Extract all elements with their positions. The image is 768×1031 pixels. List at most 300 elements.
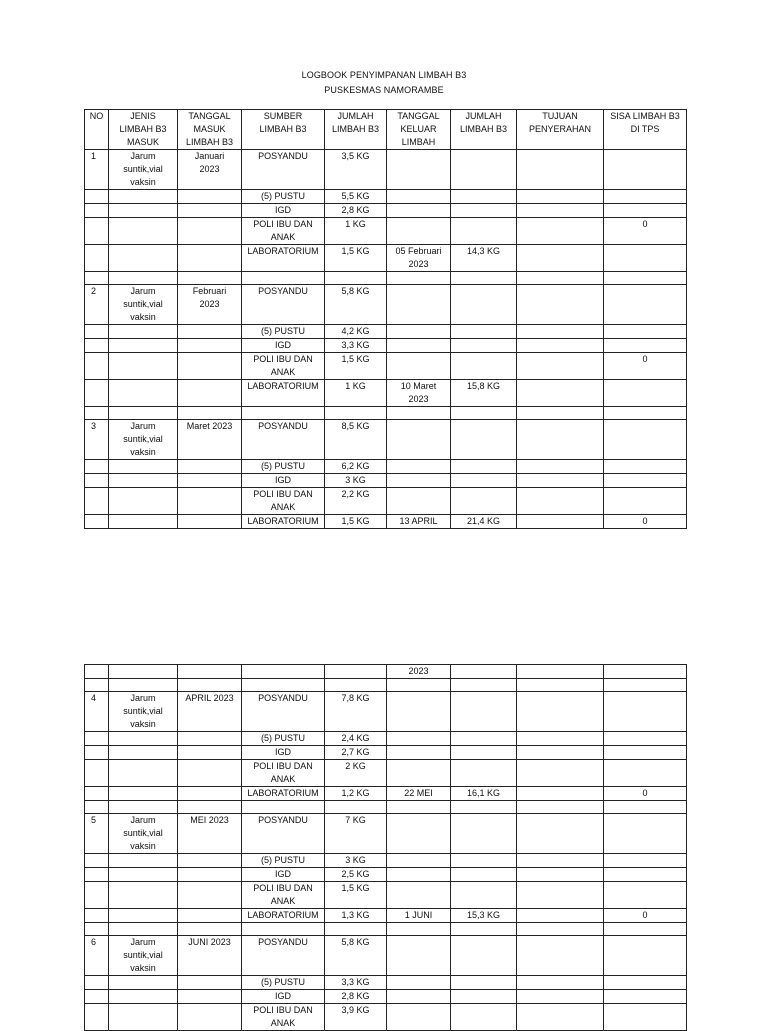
header-jumlah-masuk: JUMLAH LIMBAH B3 xyxy=(325,110,387,150)
cell-tujuan-penyerahan xyxy=(517,882,604,909)
header-jumlah-keluar: JUMLAH LIMBAH B3 xyxy=(451,110,517,150)
cell-tanggal-masuk xyxy=(178,746,242,760)
cell-jumlah-masuk: 3,3 KG xyxy=(325,339,387,353)
cell-tanggal-keluar xyxy=(387,407,451,420)
table-row xyxy=(85,407,687,420)
cell-sumber-limbah: POSYANDU xyxy=(242,285,325,325)
cell-jumlah-keluar: 14,3 KG xyxy=(451,245,517,272)
cell-sisa-limbah xyxy=(604,760,687,787)
table-row xyxy=(85,868,687,882)
cell-jumlah-keluar xyxy=(451,760,517,787)
cell-jumlah-keluar xyxy=(451,460,517,474)
cell-jumlah-masuk xyxy=(325,407,387,420)
cell-tujuan-penyerahan xyxy=(517,150,604,190)
cell-no: 3 xyxy=(85,420,109,460)
cell-jenis-limbah xyxy=(109,1004,178,1031)
cell-jenis-limbah xyxy=(109,760,178,787)
cell-tanggal-masuk: JUNI 2023 xyxy=(178,936,242,976)
cell-tujuan-penyerahan xyxy=(517,515,604,529)
cell-tanggal-keluar: 2023 xyxy=(387,665,451,679)
cell-jenis-limbah xyxy=(109,976,178,990)
cell-tanggal-masuk xyxy=(178,732,242,746)
cell-tanggal-masuk xyxy=(178,325,242,339)
cell-sumber-limbah: IGD xyxy=(242,990,325,1004)
cell-jumlah-masuk: 3 KG xyxy=(325,854,387,868)
header-tanggal-masuk: TANGGAL MASUK LIMBAH B3 xyxy=(178,110,242,150)
cell-tujuan-penyerahan xyxy=(517,679,604,692)
cell-tujuan-penyerahan xyxy=(517,854,604,868)
table-row xyxy=(85,204,687,218)
cell-tujuan-penyerahan xyxy=(517,190,604,204)
cell-jumlah-masuk: 1,3 KG xyxy=(325,909,387,923)
cell-jumlah-masuk xyxy=(325,679,387,692)
cell-no xyxy=(85,474,109,488)
cell-tujuan-penyerahan xyxy=(517,923,604,936)
cell-jenis-limbah xyxy=(109,380,178,407)
cell-jumlah-keluar xyxy=(451,679,517,692)
cell-jumlah-keluar xyxy=(451,814,517,854)
cell-tujuan-penyerahan xyxy=(517,245,604,272)
cell-sumber-limbah xyxy=(242,272,325,285)
cell-jenis-limbah xyxy=(109,218,178,245)
cell-sisa-limbah: 0 xyxy=(604,218,687,245)
cell-jenis-limbah xyxy=(109,460,178,474)
cell-no xyxy=(85,665,109,679)
cell-no xyxy=(85,245,109,272)
cell-jumlah-masuk: 1 KG xyxy=(325,218,387,245)
cell-sumber-limbah: POSYANDU xyxy=(242,814,325,854)
cell-jumlah-masuk: 3,9 KG xyxy=(325,1004,387,1031)
cell-tujuan-penyerahan xyxy=(517,976,604,990)
cell-jumlah-masuk: 5,8 KG xyxy=(325,936,387,976)
cell-jumlah-keluar xyxy=(451,801,517,814)
cell-tanggal-masuk xyxy=(178,760,242,787)
cell-sumber-limbah: POLI IBU DAN ANAK xyxy=(242,760,325,787)
cell-no xyxy=(85,407,109,420)
cell-sumber-limbah: POLI IBU DAN ANAK xyxy=(242,218,325,245)
table-row xyxy=(85,285,687,325)
table-row xyxy=(85,732,687,746)
cell-sisa-limbah xyxy=(604,380,687,407)
cell-sumber-limbah xyxy=(242,679,325,692)
cell-no xyxy=(85,460,109,474)
cell-sumber-limbah: (5) PUSTU xyxy=(242,732,325,746)
table-row xyxy=(85,218,687,245)
cell-sumber-limbah: POLI IBU DAN ANAK xyxy=(242,1004,325,1031)
cell-tanggal-keluar xyxy=(387,976,451,990)
cell-tanggal-masuk xyxy=(178,976,242,990)
cell-tanggal-masuk xyxy=(178,923,242,936)
cell-no xyxy=(85,204,109,218)
cell-tanggal-masuk xyxy=(178,515,242,529)
cell-tanggal-keluar xyxy=(387,732,451,746)
cell-jumlah-keluar xyxy=(451,732,517,746)
cell-sumber-limbah: IGD xyxy=(242,339,325,353)
cell-sisa-limbah: 0 xyxy=(604,515,687,529)
cell-jenis-limbah xyxy=(109,515,178,529)
cell-sisa-limbah xyxy=(604,285,687,325)
cell-no xyxy=(85,488,109,515)
cell-sisa-limbah xyxy=(604,420,687,460)
table-row xyxy=(85,801,687,814)
cell-no xyxy=(85,380,109,407)
cell-tanggal-keluar xyxy=(387,272,451,285)
cell-tanggal-masuk: Februari 2023 xyxy=(178,285,242,325)
cell-jenis-limbah: Jarum suntik,vial vaksin xyxy=(109,692,178,732)
cell-sumber-limbah: (5) PUSTU xyxy=(242,190,325,204)
cell-no xyxy=(85,923,109,936)
cell-tanggal-masuk: APRIL 2023 xyxy=(178,692,242,732)
cell-jumlah-keluar xyxy=(451,272,517,285)
cell-tanggal-keluar xyxy=(387,868,451,882)
cell-sumber-limbah: LABORATORIUM xyxy=(242,909,325,923)
cell-jenis-limbah xyxy=(109,679,178,692)
cell-jumlah-keluar xyxy=(451,353,517,380)
cell-sisa-limbah xyxy=(604,746,687,760)
cell-sisa-limbah xyxy=(604,460,687,474)
cell-jumlah-keluar xyxy=(451,976,517,990)
cell-jumlah-keluar: 21,4 KG xyxy=(451,515,517,529)
cell-sumber-limbah: POLI IBU DAN ANAK xyxy=(242,488,325,515)
header-tujuan-penyerahan: TUJUAN PENYERAHAN xyxy=(517,110,604,150)
cell-sumber-limbah: (5) PUSTU xyxy=(242,460,325,474)
table-row xyxy=(85,353,687,380)
cell-tanggal-masuk xyxy=(178,190,242,204)
cell-no xyxy=(85,190,109,204)
table-row xyxy=(85,814,687,854)
cell-jenis-limbah xyxy=(109,801,178,814)
cell-jenis-limbah xyxy=(109,474,178,488)
cell-jumlah-masuk: 7,8 KG xyxy=(325,692,387,732)
cell-tujuan-penyerahan xyxy=(517,990,604,1004)
cell-jumlah-masuk: 2,4 KG xyxy=(325,732,387,746)
cell-jumlah-keluar xyxy=(451,204,517,218)
cell-sisa-limbah xyxy=(604,936,687,976)
cell-sumber-limbah: LABORATORIUM xyxy=(242,380,325,407)
table-body-2 xyxy=(85,665,687,1031)
table-row xyxy=(85,976,687,990)
cell-tujuan-penyerahan xyxy=(517,285,604,325)
cell-jenis-limbah xyxy=(109,882,178,909)
cell-tanggal-keluar xyxy=(387,325,451,339)
cell-no xyxy=(85,787,109,801)
cell-no: 5 xyxy=(85,814,109,854)
cell-jenis-limbah xyxy=(109,339,178,353)
cell-no: 4 xyxy=(85,692,109,732)
cell-jumlah-keluar xyxy=(451,407,517,420)
header-jenis-limbah: JENIS LIMBAH B3 MASUK xyxy=(109,110,178,150)
cell-tujuan-penyerahan xyxy=(517,339,604,353)
header-tanggal-keluar: TANGGAL KELUAR LIMBAH xyxy=(387,110,451,150)
cell-tujuan-penyerahan xyxy=(517,801,604,814)
cell-jumlah-masuk: 2,7 KG xyxy=(325,746,387,760)
cell-jumlah-masuk: 8,5 KG xyxy=(325,420,387,460)
cell-tanggal-masuk xyxy=(178,353,242,380)
cell-jumlah-keluar xyxy=(451,923,517,936)
cell-tujuan-penyerahan xyxy=(517,218,604,245)
cell-tanggal-masuk xyxy=(178,882,242,909)
cell-tanggal-masuk xyxy=(178,218,242,245)
table-row xyxy=(85,339,687,353)
cell-sumber-limbah: LABORATORIUM xyxy=(242,515,325,529)
cell-no xyxy=(85,746,109,760)
cell-jumlah-keluar xyxy=(451,665,517,679)
cell-no xyxy=(85,515,109,529)
cell-no xyxy=(85,909,109,923)
cell-jumlah-masuk xyxy=(325,801,387,814)
cell-jumlah-masuk xyxy=(325,665,387,679)
cell-tanggal-keluar xyxy=(387,692,451,732)
cell-no xyxy=(85,272,109,285)
cell-jenis-limbah xyxy=(109,909,178,923)
cell-tanggal-masuk: Maret 2023 xyxy=(178,420,242,460)
cell-no xyxy=(85,679,109,692)
cell-sisa-limbah xyxy=(604,245,687,272)
cell-no xyxy=(85,990,109,1004)
header-sisa-limbah: SISA LIMBAH B3 DI TPS xyxy=(604,110,687,150)
cell-sisa-limbah xyxy=(604,801,687,814)
cell-sumber-limbah: IGD xyxy=(242,746,325,760)
cell-jenis-limbah xyxy=(109,245,178,272)
cell-sumber-limbah: (5) PUSTU xyxy=(242,325,325,339)
cell-tanggal-masuk xyxy=(178,665,242,679)
cell-sisa-limbah xyxy=(604,407,687,420)
cell-jumlah-keluar: 15,8 KG xyxy=(451,380,517,407)
cell-jumlah-masuk: 5,8 KG xyxy=(325,285,387,325)
cell-tanggal-keluar xyxy=(387,460,451,474)
cell-jenis-limbah xyxy=(109,204,178,218)
cell-tujuan-penyerahan xyxy=(517,732,604,746)
cell-jumlah-masuk: 3,3 KG xyxy=(325,976,387,990)
cell-sumber-limbah: POLI IBU DAN ANAK xyxy=(242,882,325,909)
cell-tanggal-keluar xyxy=(387,679,451,692)
document-subtitle: PUSKESMAS NAMORAMBE xyxy=(324,85,444,95)
cell-tujuan-penyerahan xyxy=(517,420,604,460)
cell-tujuan-penyerahan xyxy=(517,488,604,515)
cell-jumlah-masuk: 1,2 KG xyxy=(325,787,387,801)
cell-jenis-limbah xyxy=(109,923,178,936)
cell-jumlah-masuk: 7 KG xyxy=(325,814,387,854)
cell-tanggal-keluar xyxy=(387,353,451,380)
cell-jenis-limbah xyxy=(109,854,178,868)
cell-sisa-limbah xyxy=(604,976,687,990)
cell-jumlah-keluar xyxy=(451,868,517,882)
cell-sumber-limbah: (5) PUSTU xyxy=(242,854,325,868)
cell-no xyxy=(85,760,109,787)
table-row xyxy=(85,923,687,936)
cell-sisa-limbah xyxy=(604,868,687,882)
cell-tujuan-penyerahan xyxy=(517,380,604,407)
cell-tanggal-keluar xyxy=(387,990,451,1004)
cell-tanggal-masuk xyxy=(178,204,242,218)
cell-tanggal-masuk xyxy=(178,339,242,353)
cell-sisa-limbah xyxy=(604,1004,687,1031)
cell-tanggal-keluar xyxy=(387,488,451,515)
cell-jumlah-keluar xyxy=(451,190,517,204)
cell-sisa-limbah xyxy=(604,923,687,936)
table-body-1 xyxy=(85,150,687,529)
cell-jumlah-masuk: 1,5 KG xyxy=(325,353,387,380)
cell-jumlah-keluar xyxy=(451,990,517,1004)
table-row xyxy=(85,909,687,923)
cell-sumber-limbah: IGD xyxy=(242,474,325,488)
cell-no xyxy=(85,854,109,868)
header-sumber-limbah: SUMBER LIMBAH B3 xyxy=(242,110,325,150)
table-row xyxy=(85,665,687,679)
cell-jumlah-keluar xyxy=(451,474,517,488)
cell-jumlah-masuk: 2 KG xyxy=(325,760,387,787)
cell-jenis-limbah xyxy=(109,746,178,760)
cell-sisa-limbah xyxy=(604,665,687,679)
cell-no xyxy=(85,218,109,245)
cell-tanggal-keluar xyxy=(387,936,451,976)
table-row xyxy=(85,150,687,190)
table-row xyxy=(85,854,687,868)
cell-sisa-limbah xyxy=(604,692,687,732)
cell-jenis-limbah: Jarum suntik,vial vaksin xyxy=(109,420,178,460)
cell-tanggal-masuk xyxy=(178,854,242,868)
cell-tanggal-keluar xyxy=(387,474,451,488)
table-row xyxy=(85,787,687,801)
cell-sisa-limbah xyxy=(604,732,687,746)
cell-tanggal-keluar xyxy=(387,218,451,245)
cell-sisa-limbah xyxy=(604,272,687,285)
cell-tujuan-penyerahan xyxy=(517,665,604,679)
cell-tujuan-penyerahan xyxy=(517,325,604,339)
cell-tanggal-keluar: 05 Februari 2023 xyxy=(387,245,451,272)
cell-jumlah-keluar xyxy=(451,746,517,760)
cell-tanggal-keluar xyxy=(387,923,451,936)
cell-sumber-limbah: POLI IBU DAN ANAK xyxy=(242,353,325,380)
cell-tanggal-keluar xyxy=(387,150,451,190)
cell-tanggal-keluar xyxy=(387,882,451,909)
cell-tujuan-penyerahan xyxy=(517,407,604,420)
table-row xyxy=(85,474,687,488)
cell-tanggal-masuk xyxy=(178,488,242,515)
cell-jenis-limbah xyxy=(109,732,178,746)
cell-jenis-limbah xyxy=(109,407,178,420)
table-row xyxy=(85,936,687,976)
cell-jumlah-keluar xyxy=(451,420,517,460)
cell-tanggal-keluar xyxy=(387,1004,451,1031)
cell-jumlah-keluar xyxy=(451,882,517,909)
cell-sisa-limbah xyxy=(604,882,687,909)
cell-tujuan-penyerahan xyxy=(517,787,604,801)
table-row xyxy=(85,272,687,285)
cell-jumlah-keluar xyxy=(451,936,517,976)
cell-sisa-limbah xyxy=(604,488,687,515)
cell-sisa-limbah: 0 xyxy=(604,353,687,380)
cell-tanggal-masuk xyxy=(178,679,242,692)
cell-tanggal-keluar xyxy=(387,204,451,218)
cell-tanggal-keluar xyxy=(387,854,451,868)
cell-jumlah-keluar xyxy=(451,285,517,325)
table-row xyxy=(85,990,687,1004)
cell-tujuan-penyerahan xyxy=(517,692,604,732)
cell-no: 1 xyxy=(85,150,109,190)
cell-sumber-limbah xyxy=(242,801,325,814)
cell-tujuan-penyerahan xyxy=(517,936,604,976)
cell-sisa-limbah xyxy=(604,204,687,218)
cell-tanggal-keluar xyxy=(387,746,451,760)
cell-sisa-limbah: 0 xyxy=(604,787,687,801)
cell-sumber-limbah xyxy=(242,407,325,420)
cell-jenis-limbah: Jarum suntik,vial vaksin xyxy=(109,285,178,325)
cell-tanggal-keluar: 13 APRIL xyxy=(387,515,451,529)
cell-tanggal-masuk xyxy=(178,407,242,420)
cell-sisa-limbah xyxy=(604,679,687,692)
cell-sumber-limbah: IGD xyxy=(242,868,325,882)
cell-jenis-limbah xyxy=(109,990,178,1004)
cell-sumber-limbah: LABORATORIUM xyxy=(242,787,325,801)
cell-tanggal-masuk xyxy=(178,909,242,923)
cell-jenis-limbah: Jarum suntik,vial vaksin xyxy=(109,150,178,190)
cell-tanggal-keluar xyxy=(387,339,451,353)
cell-jumlah-keluar xyxy=(451,488,517,515)
logbook-table-page-1 xyxy=(84,109,687,529)
cell-tanggal-masuk xyxy=(178,868,242,882)
cell-jumlah-masuk: 1,5 KG xyxy=(325,245,387,272)
cell-tanggal-keluar xyxy=(387,285,451,325)
cell-sisa-limbah: 0 xyxy=(604,909,687,923)
cell-sumber-limbah: POSYANDU xyxy=(242,150,325,190)
cell-jumlah-masuk: 3 KG xyxy=(325,474,387,488)
cell-no xyxy=(85,976,109,990)
cell-jenis-limbah xyxy=(109,665,178,679)
cell-tanggal-keluar: 1 JUNI xyxy=(387,909,451,923)
cell-sumber-limbah: POSYANDU xyxy=(242,420,325,460)
table-row xyxy=(85,679,687,692)
table-row xyxy=(85,325,687,339)
cell-no xyxy=(85,1004,109,1031)
cell-tanggal-masuk xyxy=(178,460,242,474)
table-row xyxy=(85,515,687,529)
cell-tanggal-keluar xyxy=(387,760,451,787)
cell-jenis-limbah xyxy=(109,325,178,339)
cell-jumlah-masuk: 1,5 KG xyxy=(325,515,387,529)
cell-no xyxy=(85,339,109,353)
document-title: LOGBOOK PENYIMPANAN LIMBAH B3 xyxy=(301,70,467,80)
cell-tanggal-keluar: 10 Maret 2023 xyxy=(387,380,451,407)
cell-jenis-limbah xyxy=(109,353,178,380)
cell-jumlah-masuk: 2,5 KG xyxy=(325,868,387,882)
cell-jumlah-masuk: 3,5 KG xyxy=(325,150,387,190)
cell-jenis-limbah xyxy=(109,190,178,204)
table-row xyxy=(85,1004,687,1031)
cell-sumber-limbah: LABORATORIUM xyxy=(242,245,325,272)
cell-jumlah-masuk: 2,2 KG xyxy=(325,488,387,515)
cell-tanggal-masuk xyxy=(178,990,242,1004)
cell-tanggal-keluar xyxy=(387,420,451,460)
cell-jenis-limbah xyxy=(109,488,178,515)
cell-tanggal-masuk xyxy=(178,380,242,407)
cell-tanggal-keluar: 22 MEI xyxy=(387,787,451,801)
cell-sumber-limbah xyxy=(242,665,325,679)
cell-tujuan-penyerahan xyxy=(517,460,604,474)
table-row xyxy=(85,245,687,272)
cell-sisa-limbah xyxy=(604,814,687,854)
cell-jenis-limbah xyxy=(109,787,178,801)
table-row xyxy=(85,746,687,760)
cell-tujuan-penyerahan xyxy=(517,868,604,882)
cell-tanggal-masuk xyxy=(178,245,242,272)
cell-jumlah-keluar xyxy=(451,150,517,190)
cell-tujuan-penyerahan xyxy=(517,353,604,380)
cell-tujuan-penyerahan xyxy=(517,746,604,760)
cell-sisa-limbah xyxy=(604,325,687,339)
header-row xyxy=(85,110,687,150)
cell-tanggal-keluar xyxy=(387,814,451,854)
